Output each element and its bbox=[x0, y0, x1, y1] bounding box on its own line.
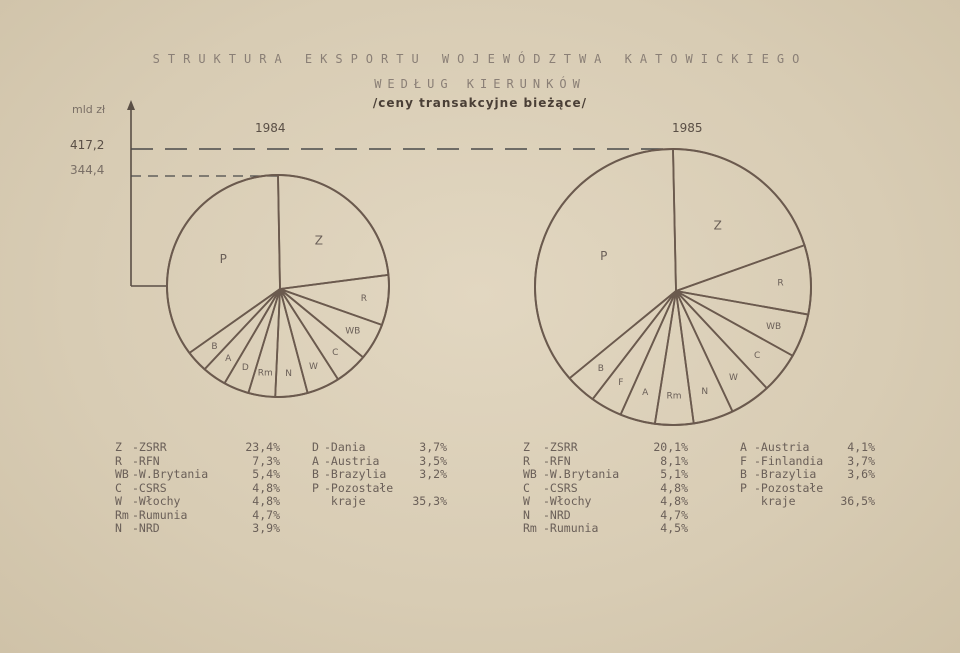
legend-row bbox=[523, 509, 688, 523]
legend-percent: 36,5% bbox=[840, 494, 875, 508]
legend-percent: 3,7% bbox=[847, 453, 875, 468]
legend-code: B bbox=[740, 467, 747, 481]
legend-row bbox=[115, 455, 280, 469]
legend-row bbox=[115, 495, 280, 509]
legend-1984-main bbox=[115, 441, 280, 536]
axis-value-1984: 344,4 bbox=[70, 163, 105, 177]
legend-code: W bbox=[115, 494, 122, 508]
legend-code: Rm bbox=[115, 507, 129, 522]
legend-row bbox=[115, 509, 280, 523]
legend-code: N bbox=[115, 521, 122, 535]
legend-country: -Włochy bbox=[543, 494, 592, 508]
legend-code: Z bbox=[523, 440, 530, 454]
pie-label-w: W bbox=[308, 362, 318, 372]
legend-code: A bbox=[312, 453, 319, 468]
legend-country: -Pozostałe bbox=[754, 480, 824, 495]
legend-country: -Rumunia bbox=[132, 507, 188, 522]
legend-row bbox=[523, 468, 688, 482]
legend-row bbox=[740, 455, 875, 469]
pie-chart-1985 bbox=[535, 149, 811, 425]
legend-country: kraje bbox=[754, 494, 796, 508]
chart-title-line2: WEDŁUG KIERUNKÓW bbox=[374, 77, 586, 91]
legend-row bbox=[740, 468, 875, 482]
pie-label-c: C bbox=[332, 347, 339, 358]
legend-country: -CSRS bbox=[132, 480, 167, 495]
legend-code: N bbox=[523, 507, 530, 522]
pie-label-c: C bbox=[754, 351, 761, 361]
legend-1985-other bbox=[740, 441, 875, 509]
legend-percent: 23,4% bbox=[245, 440, 280, 454]
legend-percent: 4,8% bbox=[660, 494, 688, 508]
legend-country: -Włochy bbox=[132, 494, 181, 508]
pie-label-wb: WB bbox=[345, 326, 361, 337]
pie-label-p: P bbox=[219, 251, 227, 266]
legend-code: WB bbox=[523, 467, 537, 481]
legend-percent: 7,3% bbox=[252, 453, 280, 468]
pie-label-a: A bbox=[225, 353, 232, 364]
legend-row bbox=[312, 441, 447, 455]
pie-label-f: F bbox=[618, 378, 624, 389]
legend-percent: 3,2% bbox=[419, 467, 447, 481]
pie-label-n: N bbox=[701, 386, 709, 397]
legend-row bbox=[523, 495, 688, 509]
legend-code: Z bbox=[115, 440, 122, 454]
pie-label-rm: Rm bbox=[257, 368, 273, 379]
legend-country: -Austria bbox=[324, 453, 380, 468]
legend-country: -ZSRR bbox=[543, 440, 578, 454]
legend-percent: 4,7% bbox=[660, 507, 688, 522]
legend-row bbox=[523, 441, 688, 455]
legend-code: P bbox=[740, 480, 747, 495]
legend-country: -Pozostałe bbox=[324, 480, 394, 495]
pie-label-r: R bbox=[360, 294, 368, 305]
legend-percent: 5,1% bbox=[660, 467, 688, 481]
pie-label-a: A bbox=[642, 388, 649, 398]
legend-country: -ZSRR bbox=[132, 440, 167, 454]
pie-label-w: W bbox=[729, 373, 738, 383]
pie-slice-z bbox=[278, 175, 388, 289]
pie-label-n: N bbox=[285, 368, 292, 379]
legend-percent: 4,8% bbox=[252, 494, 280, 508]
pie-label-rm: Rm bbox=[666, 391, 682, 402]
legend-country: -Finlandia bbox=[754, 453, 824, 468]
legend-percent: 3,5% bbox=[419, 453, 447, 468]
legend-row bbox=[115, 468, 280, 482]
legend-percent: 4,5% bbox=[660, 521, 688, 535]
legend-percent: 3,6% bbox=[847, 467, 875, 481]
year-label-1985: 1985 bbox=[672, 121, 703, 135]
legend-country: -Rumunia bbox=[543, 521, 599, 535]
legend-row bbox=[312, 455, 447, 469]
chart-subtitle: /ceny transakcyjne bieżące/ bbox=[372, 96, 588, 110]
legend-country: -Brazylia bbox=[754, 467, 817, 481]
legend-row bbox=[312, 482, 447, 496]
legend-country: -Brazylia bbox=[324, 467, 387, 481]
chart-title: STRUKTURA EKSPORTU WOJEWÓDZTWA KATOWICKIEGO bbox=[152, 52, 808, 66]
legend-percent: 8,1% bbox=[660, 453, 688, 468]
legend-country: -Dania bbox=[324, 440, 366, 454]
legend-country: -W.Brytania bbox=[132, 467, 209, 481]
pie-label-p: P bbox=[600, 248, 608, 263]
year-label-1984: 1984 bbox=[255, 121, 286, 135]
legend-percent: 4,8% bbox=[660, 480, 688, 495]
legend-code: D bbox=[312, 440, 319, 454]
legend-percent: 5,4% bbox=[252, 467, 280, 481]
pie-label-z: Z bbox=[314, 233, 324, 248]
legend-percent: 35,3% bbox=[412, 494, 447, 508]
legend-code: B bbox=[312, 467, 319, 481]
legend-row bbox=[115, 482, 280, 496]
legend-row bbox=[312, 495, 447, 509]
legend-percent: 3,7% bbox=[419, 440, 447, 454]
legend-code: F bbox=[740, 453, 747, 468]
y-axis-arrow bbox=[127, 100, 135, 110]
legend-country: -NRD bbox=[132, 521, 160, 535]
legend-row bbox=[740, 495, 875, 509]
legend-code: P bbox=[312, 480, 319, 495]
legend-country: -W.Brytania bbox=[543, 467, 620, 481]
legend-code: C bbox=[523, 480, 530, 495]
pie-label-z: Z bbox=[713, 218, 722, 233]
legend-row bbox=[115, 441, 280, 455]
pie-label-r: R bbox=[777, 278, 784, 289]
pie-label-wb: WB bbox=[766, 322, 782, 332]
legend-country: -NRD bbox=[543, 507, 571, 522]
legend-percent: 20,1% bbox=[653, 440, 688, 454]
legend-code: A bbox=[740, 440, 747, 454]
pie-label-b: B bbox=[597, 363, 604, 374]
legend-code: WB bbox=[115, 467, 129, 481]
axis-value-1985: 417,2 bbox=[70, 138, 105, 152]
legend-row bbox=[312, 468, 447, 482]
legend-row bbox=[523, 482, 688, 496]
legend-code: C bbox=[115, 480, 122, 495]
legend-1985-main bbox=[523, 441, 688, 536]
legend-country: kraje bbox=[324, 494, 366, 508]
legend-percent: 4,7% bbox=[252, 507, 280, 522]
legend-code: R bbox=[115, 453, 122, 468]
legend-country: -Austria bbox=[754, 440, 810, 454]
legend-row bbox=[523, 522, 688, 536]
legend-country: -RFN bbox=[543, 453, 571, 468]
legend-code: W bbox=[523, 494, 530, 508]
legend-percent: 4,1% bbox=[847, 440, 875, 454]
legend-row bbox=[115, 522, 280, 536]
legend-percent: 3,9% bbox=[252, 521, 280, 535]
pie-label-d: D bbox=[241, 363, 249, 374]
legend-row bbox=[523, 455, 688, 469]
axis-unit-label: mld zł bbox=[72, 103, 106, 116]
legend-row bbox=[740, 482, 875, 496]
legend-code: R bbox=[523, 453, 530, 468]
legend-country: -CSRS bbox=[543, 480, 578, 495]
legend-percent: 4,8% bbox=[252, 480, 280, 495]
legend-1984-other bbox=[312, 441, 447, 509]
legend-code: Rm bbox=[523, 521, 537, 535]
pie-label-b: B bbox=[211, 341, 218, 352]
legend-country: -RFN bbox=[132, 453, 160, 468]
legend-row bbox=[740, 441, 875, 455]
pie-chart-1984 bbox=[167, 175, 389, 397]
